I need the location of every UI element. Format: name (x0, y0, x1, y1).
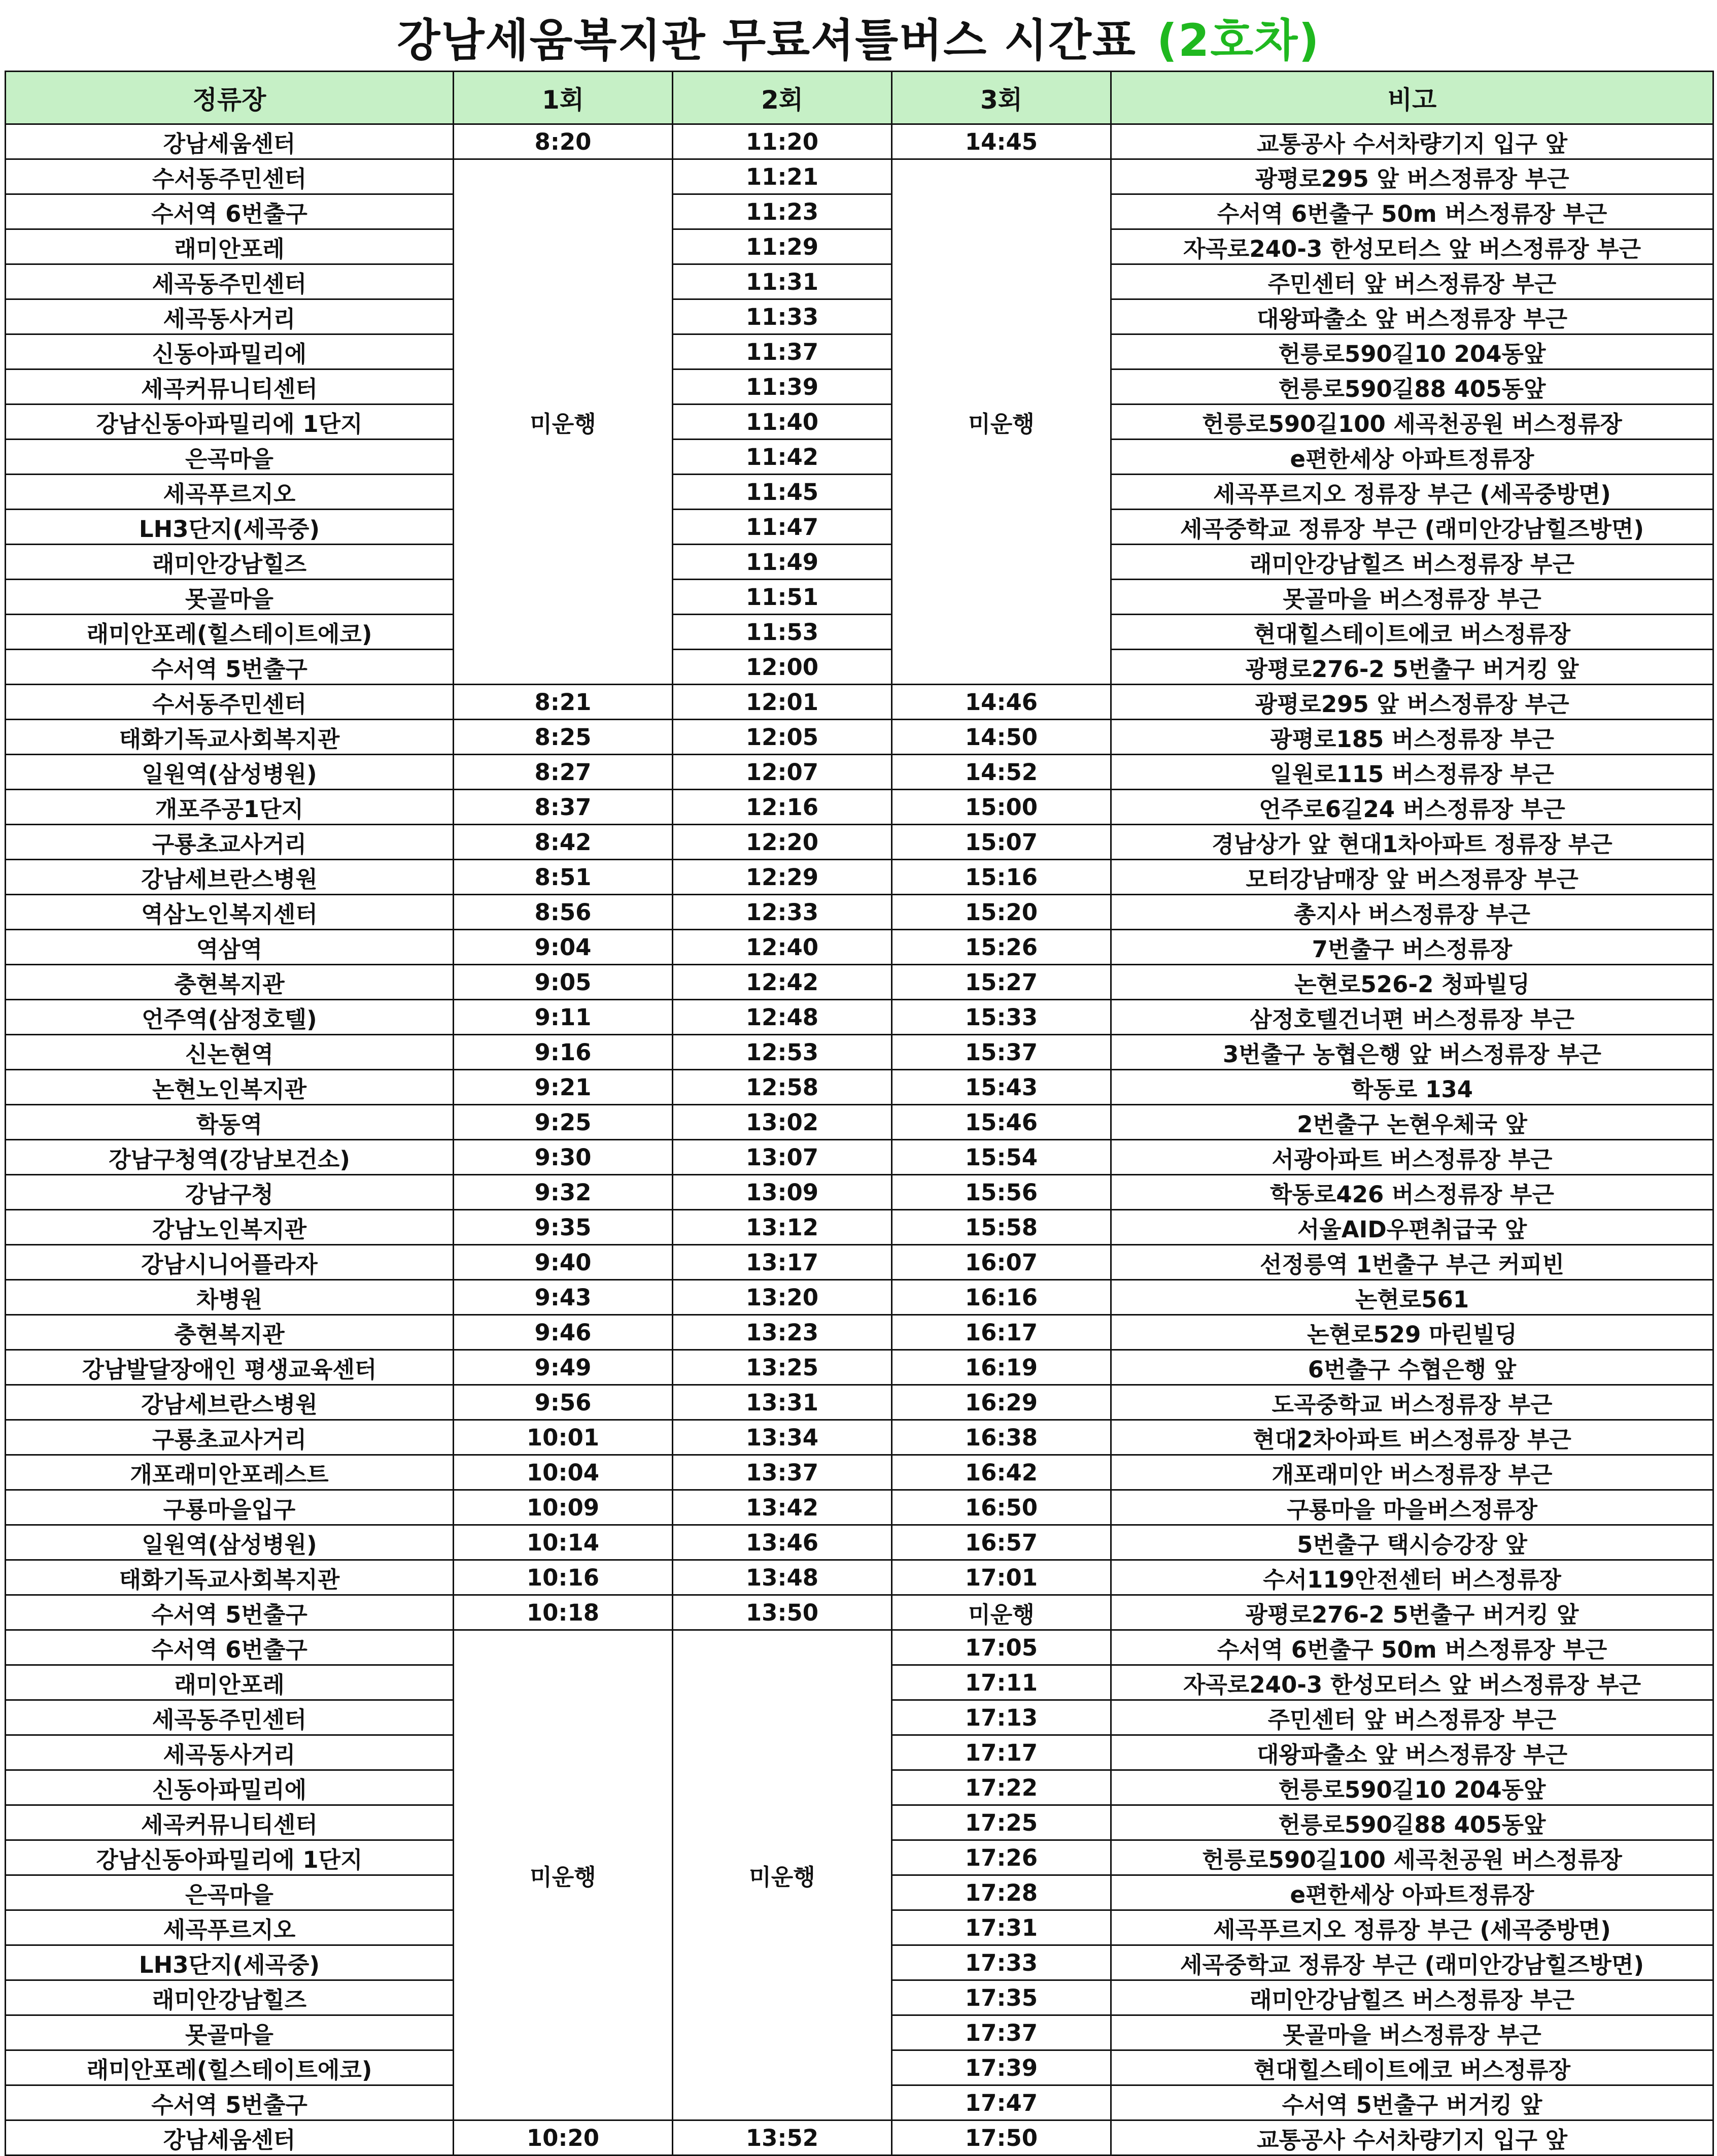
run-1-time: 9:32 (454, 1175, 673, 1210)
note-cell: 교통공사 수서차량기지 입구 앞 (1111, 2120, 1713, 2155)
stop-cell: 신논현역 (6, 1035, 454, 1070)
run-3-time: 14:46 (892, 685, 1111, 720)
note-cell: 현대힐스테이트에코 버스정류장 (1111, 615, 1713, 650)
note-cell: 래미안강남힐즈 버스정류장 부근 (1111, 545, 1713, 580)
table-row (6, 1595, 1713, 1630)
stop-cell: 구룡마을입구 (6, 1490, 454, 1525)
run-2-time: 13:50 (673, 1595, 892, 1630)
run-2-time: 12:01 (673, 685, 892, 720)
note-cell: 경남상가 앞 현대1차아파트 정류장 부근 (1111, 825, 1713, 860)
table-row (6, 650, 1713, 685)
stop-cell: 신동아파밀리에 (6, 334, 454, 369)
note-cell: 광평로276-2 5번출구 버거킹 앞 (1111, 650, 1713, 685)
run-2-time: 11:51 (673, 580, 892, 615)
stop-cell: 수서동주민센터 (6, 685, 454, 720)
run-2-time: 13:07 (673, 1140, 892, 1175)
run-2-time: 12:33 (673, 895, 892, 930)
table-row (6, 825, 1713, 860)
table-row (6, 1140, 1713, 1175)
table-row (6, 1420, 1713, 1455)
table-row (6, 1385, 1713, 1420)
run-3-time: 16:17 (892, 1315, 1111, 1350)
run-1-time: 9:05 (454, 965, 673, 1000)
stop-cell: 래미안포레 (6, 1665, 454, 1700)
run-1-time: 9:43 (454, 1280, 673, 1315)
run-1-time: 8:27 (454, 755, 673, 790)
stop-cell: 구룡초교사거리 (6, 825, 454, 860)
note-cell: 헌릉로590길10 204동앞 (1111, 334, 1713, 369)
note-cell: 구룡마을 마을버스정류장 (1111, 1490, 1713, 1525)
run-1-time: 9:11 (454, 1000, 673, 1035)
stop-cell: 래미안강남힐즈 (6, 1980, 454, 2015)
note-cell: 학동로 134 (1111, 1070, 1713, 1105)
table-row (6, 194, 1713, 229)
note-cell: 광평로185 버스정류장 부근 (1111, 720, 1713, 755)
table-row (6, 1455, 1713, 1490)
stop-cell: 강남구청역(강남보건소) (6, 1140, 454, 1175)
table-row (6, 615, 1713, 650)
table-row (6, 159, 1713, 194)
note-cell: e편한세상 아파트정류장 (1111, 440, 1713, 475)
run-2-time: 11:29 (673, 229, 892, 264)
run-2-time: 13:12 (673, 1210, 892, 1245)
run-2-time: 13:42 (673, 1490, 892, 1525)
run-1-time: 10:18 (454, 1595, 673, 1630)
note-cell: 광평로276-2 5번출구 버거킹 앞 (1111, 1595, 1713, 1630)
stop-cell: 강남세움센터 (6, 124, 454, 159)
run-3-time: 16:50 (892, 1490, 1111, 1525)
table-row (6, 1210, 1713, 1245)
note-cell: 세곡푸르지오 정류장 부근 (세곡중방면) (1111, 1910, 1713, 1945)
table-row (6, 299, 1713, 334)
header-row (6, 72, 1713, 124)
note-cell: 논현로526-2 청파빌딩 (1111, 965, 1713, 1000)
run-2-time: 11:31 (673, 264, 892, 299)
stop-cell: 태화기독교사회복지관 (6, 1560, 454, 1595)
run-3-time: 14:50 (892, 720, 1111, 755)
table-row (6, 510, 1713, 545)
run-3-time: 17:17 (892, 1735, 1111, 1770)
run-1-time: 9:49 (454, 1350, 673, 1385)
run-2-time: 13:37 (673, 1455, 892, 1490)
run-3-time: 17:39 (892, 2050, 1111, 2085)
table-row (6, 1630, 1713, 1665)
page-title (0, 0, 1717, 74)
run-3-time: 17:28 (892, 1875, 1111, 1910)
run-2-time: 13:34 (673, 1420, 892, 1455)
stop-cell: 못골마을 (6, 580, 454, 615)
stop-cell: 은곡마을 (6, 1875, 454, 1910)
run-3-time: 17:22 (892, 1770, 1111, 1805)
run-3-time: 15:20 (892, 895, 1111, 930)
table-row (6, 440, 1713, 475)
note-cell: 세곡중학교 정류장 부근 (래미안강남힐즈방면) (1111, 510, 1713, 545)
stop-cell: 강남세브란스병원 (6, 1385, 454, 1420)
run-3-time: 17:35 (892, 1980, 1111, 2015)
table-row (6, 264, 1713, 299)
stop-cell: 강남세브란스병원 (6, 860, 454, 895)
stop-cell: 강남구청 (6, 1175, 454, 1210)
stop-cell: 신동아파밀리에 (6, 1770, 454, 1805)
run-3-time: 16:57 (892, 1525, 1111, 1560)
run-2-time: 11:39 (673, 369, 892, 405)
header-run-2: 2회 (673, 72, 892, 124)
stop-cell: 수서역 5번출구 (6, 2085, 454, 2120)
stop-cell: 수서역 5번출구 (6, 1595, 454, 1630)
run-3-time: 17:31 (892, 1910, 1111, 1945)
run-1-time: 8:42 (454, 825, 673, 860)
run-1-time: 9:40 (454, 1245, 673, 1280)
run-3-time: 15:16 (892, 860, 1111, 895)
stop-cell: 강남신동아파밀리에 1단지 (6, 405, 454, 440)
table-row (6, 475, 1713, 510)
table-row (6, 369, 1713, 405)
run-1-time: 10:01 (454, 1420, 673, 1455)
stop-cell: 강남세움센터 (6, 2120, 454, 2155)
note-cell: 현대2차아파트 버스정류장 부근 (1111, 1420, 1713, 1455)
stop-cell: 수서역 6번출구 (6, 194, 454, 229)
table-row (6, 860, 1713, 895)
run-3-time: 15:07 (892, 825, 1111, 860)
note-cell: 도곡중학교 버스정류장 부근 (1111, 1385, 1713, 1420)
run-2-time: 11:20 (673, 124, 892, 159)
note-cell: 세곡중학교 정류장 부근 (래미안강남힐즈방면) (1111, 1945, 1713, 1980)
note-cell: 주민센터 앞 버스정류장 부근 (1111, 1700, 1713, 1735)
run-1-time: 8:25 (454, 720, 673, 755)
note-cell: 3번출구 농협은행 앞 버스정류장 부근 (1111, 1035, 1713, 1070)
title-main: 강남세움복지관 무료셔틀버스 시간표 (397, 14, 1137, 66)
run-2-time: 13:46 (673, 1525, 892, 1560)
run-1-time: 10:14 (454, 1525, 673, 1560)
run-3-time: 15:00 (892, 790, 1111, 825)
stop-cell: 세곡커뮤니티센터 (6, 369, 454, 405)
run-2-time: 13:17 (673, 1245, 892, 1280)
table-row (6, 790, 1713, 825)
note-cell: 광평로295 앞 버스정류장 부근 (1111, 159, 1713, 194)
table-row (6, 1350, 1713, 1385)
run-2-time: 12:16 (673, 790, 892, 825)
note-cell: 논현로561 (1111, 1280, 1713, 1315)
table-row (6, 895, 1713, 930)
run-3-time: 15:54 (892, 1140, 1111, 1175)
stop-cell: 강남신동아파밀리에 1단지 (6, 1840, 454, 1875)
run-1-time: 8:21 (454, 685, 673, 720)
note-cell: 세곡푸르지오 정류장 부근 (세곡중방면) (1111, 475, 1713, 510)
run-2-time: 13:52 (673, 2120, 892, 2155)
stop-cell: 세곡동사거리 (6, 1735, 454, 1770)
note-cell: 개포래미안 버스정류장 부근 (1111, 1455, 1713, 1490)
run-2-time: 12:07 (673, 755, 892, 790)
run-3-time: 17:05 (892, 1630, 1111, 1665)
table-row (6, 1315, 1713, 1350)
run-3-time: 17:50 (892, 2120, 1111, 2155)
note-cell: 헌릉로590길10 204동앞 (1111, 1770, 1713, 1805)
stop-cell: 세곡동주민센터 (6, 1700, 454, 1735)
note-cell: 자곡로240-3 한성모터스 앞 버스정류장 부근 (1111, 229, 1713, 264)
title-bus-number: (2호차) (1156, 14, 1320, 66)
run-2-time: 13:09 (673, 1175, 892, 1210)
run-3-time: 미운행 (892, 1595, 1111, 1630)
note-cell: 총지사 버스정류장 부근 (1111, 895, 1713, 930)
table-row (6, 1280, 1713, 1315)
stop-cell: 충현복지관 (6, 965, 454, 1000)
note-cell: e편한세상 아파트정류장 (1111, 1875, 1713, 1910)
stop-cell: LH3단지(세곡중) (6, 1945, 454, 1980)
note-cell: 자곡로240-3 한성모터스 앞 버스정류장 부근 (1111, 1665, 1713, 1700)
note-cell: 못골마을 버스정류장 부근 (1111, 2015, 1713, 2050)
note-cell: 6번출구 수협은행 앞 (1111, 1350, 1713, 1385)
table-row (6, 1245, 1713, 1280)
run-2-time: 13:25 (673, 1350, 892, 1385)
stop-cell: 차병원 (6, 1280, 454, 1315)
note-cell: 못골마을 버스정류장 부근 (1111, 580, 1713, 615)
run-2-time: 13:20 (673, 1280, 892, 1315)
note-cell: 헌릉로590길100 세곡천공원 버스정류장 (1111, 405, 1713, 440)
note-cell: 2번출구 논현우체국 앞 (1111, 1105, 1713, 1140)
note-cell: 일원로115 버스정류장 부근 (1111, 755, 1713, 790)
run-2-time: 13:48 (673, 1560, 892, 1595)
run-3-time: 16:38 (892, 1420, 1111, 1455)
run-1-time: 미운행 (454, 159, 673, 685)
stop-cell: 강남노인복지관 (6, 1210, 454, 1245)
run-3-time: 16:19 (892, 1350, 1111, 1385)
run-2-time: 미운행 (673, 1630, 892, 2120)
run-1-time: 10:04 (454, 1455, 673, 1490)
run-1-time: 9:35 (454, 1210, 673, 1245)
table-row (6, 1105, 1713, 1140)
run-3-time: 17:47 (892, 2085, 1111, 2120)
header-stop: 정류장 (6, 72, 454, 124)
table-row (6, 1525, 1713, 1560)
run-1-time: 9:16 (454, 1035, 673, 1070)
run-3-time: 17:33 (892, 1945, 1111, 1980)
run-3-time: 14:52 (892, 755, 1111, 790)
table-row (6, 580, 1713, 615)
table-row (6, 124, 1713, 159)
run-3-time: 15:58 (892, 1210, 1111, 1245)
stop-cell: 학동역 (6, 1105, 454, 1140)
run-3-time: 16:42 (892, 1455, 1111, 1490)
note-cell: 5번출구 택시승강장 앞 (1111, 1525, 1713, 1560)
table-row (6, 334, 1713, 369)
run-2-time: 12:48 (673, 1000, 892, 1035)
table-row (6, 1490, 1713, 1525)
run-3-time: 15:43 (892, 1070, 1111, 1105)
table-row (6, 1175, 1713, 1210)
note-cell: 7번출구 버스정류장 (1111, 930, 1713, 965)
run-3-time: 17:11 (892, 1665, 1111, 1700)
run-2-time: 11:45 (673, 475, 892, 510)
run-2-time: 12:40 (673, 930, 892, 965)
stop-cell: 역삼역 (6, 930, 454, 965)
run-1-time: 8:20 (454, 124, 673, 159)
note-cell: 헌릉로590길100 세곡천공원 버스정류장 (1111, 1840, 1713, 1875)
run-3-time: 15:56 (892, 1175, 1111, 1210)
note-cell: 대왕파출소 앞 버스정류장 부근 (1111, 299, 1713, 334)
stop-cell: LH3단지(세곡중) (6, 510, 454, 545)
note-cell: 수서역 6번출구 50m 버스정류장 부근 (1111, 194, 1713, 229)
table-row (6, 930, 1713, 965)
stop-cell: 래미안강남힐즈 (6, 545, 454, 580)
run-2-time: 13:31 (673, 1385, 892, 1420)
run-3-time: 15:46 (892, 1105, 1111, 1140)
note-cell: 논현로529 마린빌딩 (1111, 1315, 1713, 1350)
stop-cell: 세곡동주민센터 (6, 264, 454, 299)
run-1-time: 9:56 (454, 1385, 673, 1420)
run-3-time: 17:13 (892, 1700, 1111, 1735)
note-cell: 수서역 5번출구 버거킹 앞 (1111, 2085, 1713, 2120)
note-cell: 래미안강남힐즈 버스정류장 부근 (1111, 1980, 1713, 2015)
shuttle-timetable (5, 71, 1714, 2156)
run-1-time: 9:46 (454, 1315, 673, 1350)
header-run-3: 3회 (892, 72, 1111, 124)
note-cell: 학동로426 버스정류장 부근 (1111, 1175, 1713, 1210)
table-row (6, 2120, 1713, 2155)
run-2-time: 11:33 (673, 299, 892, 334)
stop-cell: 강남발달장애인 평생교육센터 (6, 1350, 454, 1385)
note-cell: 수서119안전센터 버스정류장 (1111, 1560, 1713, 1595)
run-1-time: 9:04 (454, 930, 673, 965)
run-2-time: 11:37 (673, 334, 892, 369)
stop-cell: 강남시니어플라자 (6, 1245, 454, 1280)
stop-cell: 못골마을 (6, 2015, 454, 2050)
stop-cell: 세곡동사거리 (6, 299, 454, 334)
run-3-time: 15:27 (892, 965, 1111, 1000)
stop-cell: 수서동주민센터 (6, 159, 454, 194)
run-1-time: 9:25 (454, 1105, 673, 1140)
run-3-time: 16:29 (892, 1385, 1111, 1420)
stop-cell: 태화기독교사회복지관 (6, 720, 454, 755)
run-2-time: 12:29 (673, 860, 892, 895)
run-1-time: 8:56 (454, 895, 673, 930)
run-1-time: 8:51 (454, 860, 673, 895)
run-1-time: 10:09 (454, 1490, 673, 1525)
table-row (6, 1560, 1713, 1595)
run-3-time: 15:37 (892, 1035, 1111, 1070)
run-3-time: 15:33 (892, 1000, 1111, 1035)
note-cell: 주민센터 앞 버스정류장 부근 (1111, 264, 1713, 299)
run-1-time: 9:21 (454, 1070, 673, 1105)
run-2-time: 11:49 (673, 545, 892, 580)
stop-cell: 역삼노인복지센터 (6, 895, 454, 930)
run-2-time: 12:42 (673, 965, 892, 1000)
run-3-time: 17:25 (892, 1805, 1111, 1840)
run-1-time: 10:16 (454, 1560, 673, 1595)
stop-cell: 일원역(삼성병원) (6, 1525, 454, 1560)
table-row (6, 685, 1713, 720)
run-2-time: 11:53 (673, 615, 892, 650)
note-cell: 수서역 6번출구 50m 버스정류장 부근 (1111, 1630, 1713, 1665)
table-row (6, 229, 1713, 264)
table-row (6, 405, 1713, 440)
note-cell: 대왕파출소 앞 버스정류장 부근 (1111, 1735, 1713, 1770)
table-row (6, 720, 1713, 755)
run-3-time: 17:26 (892, 1840, 1111, 1875)
run-2-time: 11:21 (673, 159, 892, 194)
run-2-time: 11:47 (673, 510, 892, 545)
stop-cell: 개포주공1단지 (6, 790, 454, 825)
stop-cell: 논현노인복지관 (6, 1070, 454, 1105)
note-cell: 모터강남매장 앞 버스정류장 부근 (1111, 860, 1713, 895)
stop-cell: 언주역(삼정호텔) (6, 1000, 454, 1035)
stop-cell: 세곡푸르지오 (6, 475, 454, 510)
run-3-time: 17:01 (892, 1560, 1111, 1595)
run-2-time: 13:23 (673, 1315, 892, 1350)
stop-cell: 구룡초교사거리 (6, 1420, 454, 1455)
run-2-time: 12:58 (673, 1070, 892, 1105)
header-note: 비고 (1111, 72, 1713, 124)
run-3-time: 16:16 (892, 1280, 1111, 1315)
stop-cell: 은곡마을 (6, 440, 454, 475)
note-cell: 서울AID우편취급국 앞 (1111, 1210, 1713, 1245)
run-1-time: 9:30 (454, 1140, 673, 1175)
stop-cell: 수서역 6번출구 (6, 1630, 454, 1665)
stop-cell: 충현복지관 (6, 1315, 454, 1350)
run-1-time: 10:20 (454, 2120, 673, 2155)
run-2-time: 12:20 (673, 825, 892, 860)
stop-cell: 세곡푸르지오 (6, 1910, 454, 1945)
run-1-time: 미운행 (454, 1630, 673, 2120)
stop-cell: 개포래미안포레스트 (6, 1455, 454, 1490)
note-cell: 선정릉역 1번출구 부근 커피빈 (1111, 1245, 1713, 1280)
stop-cell: 일원역(삼성병원) (6, 755, 454, 790)
run-2-time: 11:40 (673, 405, 892, 440)
note-cell: 광평로295 앞 버스정류장 부근 (1111, 685, 1713, 720)
note-cell: 헌릉로590길88 405동앞 (1111, 1805, 1713, 1840)
table-row (6, 1000, 1713, 1035)
run-2-time: 12:05 (673, 720, 892, 755)
stop-cell: 세곡커뮤니티센터 (6, 1805, 454, 1840)
table-row (6, 965, 1713, 1000)
note-cell: 언주로6길24 버스정류장 부근 (1111, 790, 1713, 825)
note-cell: 현대힐스테이트에코 버스정류장 (1111, 2050, 1713, 2085)
run-2-time: 11:42 (673, 440, 892, 475)
note-cell: 교통공사 수서차량기지 입구 앞 (1111, 124, 1713, 159)
run-3-time: 14:45 (892, 124, 1111, 159)
stop-cell: 래미안포레 (6, 229, 454, 264)
table-row (6, 755, 1713, 790)
stop-cell: 수서역 5번출구 (6, 650, 454, 685)
stop-cell: 래미안포레(힐스테이트에코) (6, 2050, 454, 2085)
run-2-time: 11:23 (673, 194, 892, 229)
note-cell: 삼정호텔건너편 버스정류장 부근 (1111, 1000, 1713, 1035)
table-row (6, 545, 1713, 580)
run-3-time: 16:07 (892, 1245, 1111, 1280)
table-row (6, 1035, 1713, 1070)
run-2-time: 13:02 (673, 1105, 892, 1140)
run-3-time: 15:26 (892, 930, 1111, 965)
note-cell: 서광아파트 버스정류장 부근 (1111, 1140, 1713, 1175)
run-3-time: 미운행 (892, 159, 1111, 685)
table-row (6, 1070, 1713, 1105)
note-cell: 헌릉로590길88 405동앞 (1111, 369, 1713, 405)
run-1-time: 8:37 (454, 790, 673, 825)
stop-cell: 래미안포레(힐스테이트에코) (6, 615, 454, 650)
run-2-time: 12:53 (673, 1035, 892, 1070)
header-run-1: 1회 (454, 72, 673, 124)
run-2-time: 12:00 (673, 650, 892, 685)
run-3-time: 17:37 (892, 2015, 1111, 2050)
